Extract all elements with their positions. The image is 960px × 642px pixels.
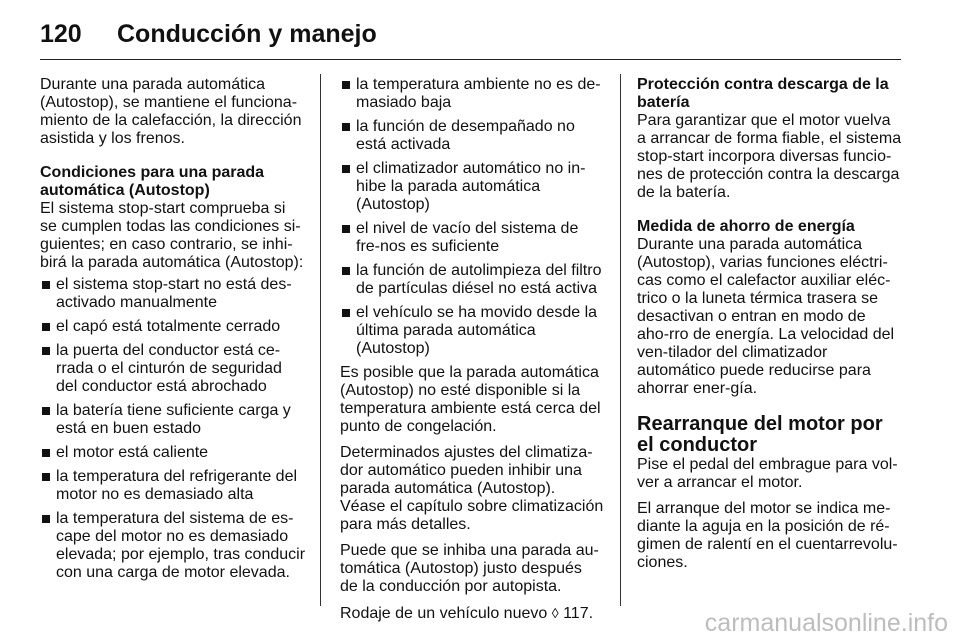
page-reference-link[interactable]: 117. [558, 605, 594, 622]
paragraph-tachometer: El arranque del motor se indica me-diante la aguja en la posición de ré-gimen de ralentí en el cuentarrevolu-ciones. [637, 500, 898, 571]
square-bullet-icon [342, 123, 350, 131]
square-bullet-icon [42, 347, 50, 355]
square-bullet-icon [42, 473, 50, 481]
section-title-energy-saving: Medida de ahorro de energía [637, 218, 855, 235]
list-item: la puerta del conductor está ce-rrada o el cinturón de seguridad del conductor está abrochado [40, 342, 306, 396]
square-bullet-icon [342, 81, 350, 89]
square-bullet-icon [42, 323, 50, 331]
paragraph-running-in: Rodaje de un vehículo nuevo ◊ 117. [340, 605, 594, 622]
list-item: la función de autolimpieza del filtro de partículas diésel no está activa [340, 262, 604, 298]
square-bullet-icon [342, 165, 350, 173]
column-3 [637, 76, 902, 580]
paragraph-climate-settings: Determinados ajustes del climatiza-dor automático pueden inhibir una parada automática (Autostop). Véase el capítulo sobre climatización para más detalles. [340, 444, 604, 533]
section-text-energy-saving: Durante una parada automática (Autostop), varias funciones eléctri-cas como el calefactor auxiliar eléc-trico o la luneta térmica trasera se desactivan o entran en modo de aho-rro de energía. La velocidad del ven-tilador del climatizador automático puede reducirse para ahorrar ener-gía. [637, 236, 895, 397]
list-item: la batería tiene suficiente carga y está en buen estado [40, 402, 306, 438]
paragraph-clutch: Pise el pedal del embrague para vol-ver a arrancar el motor. [637, 456, 898, 491]
section-title-autostop-conditions: Condiciones para una parada automática (Autostop) [40, 164, 265, 199]
conditions-list-1 [40, 276, 306, 582]
list-item: la temperatura del refrigerante del motor no es demasiado alta [40, 468, 306, 504]
column-divider-2 [620, 74, 621, 606]
section-title-battery-protection: Protección contra descarga de la batería [637, 76, 889, 111]
heading-driver-restart: Rearranque del motor por el conductor [637, 413, 883, 456]
watermark: carmanualsonline.info [704, 609, 948, 637]
list-item: el capó está totalmente cerrado [40, 318, 306, 336]
list-item: la temperatura ambiente no es de-masiado baja [340, 76, 604, 112]
list-item: la función de desempañado no está activada [340, 118, 604, 154]
list-item: el sistema stop-start no está des-activado manualmente [40, 276, 306, 312]
column-1 [40, 76, 306, 588]
page-reference-icon: ◊ [551, 605, 559, 621]
section-text-battery-protection: Para garantizar que el motor vuelva a arrancar de forma fiable, el sistema stop-start incorpora diversas funcio-nes de protección contra la descarga de la batería. [637, 112, 902, 201]
square-bullet-icon [342, 225, 350, 233]
header-divider [40, 59, 901, 60]
list-item: el climatizador automático no in-hibe la parada automática (Autostop) [340, 160, 604, 214]
page-header [40, 14, 920, 54]
square-bullet-icon [42, 515, 50, 523]
square-bullet-icon [42, 449, 50, 457]
column-divider-1 [320, 74, 321, 606]
page-number: 120 [40, 19, 82, 48]
section-text-autostop-conditions: El sistema stop-start comprueba si se cumplen todas las condiciones si-guientes; en caso contrario, se inhi-birá la parada automática (Autostop): [40, 200, 304, 271]
square-bullet-icon [42, 281, 50, 289]
paragraph-freezing: Es posible que la parada automática (Autostop) no esté disponible si la temperatura ambiente está cerca del punto de congelación. [340, 364, 601, 435]
list-item: el vehículo se ha movido desde la última parada automática (Autostop) [340, 304, 604, 358]
square-bullet-icon [342, 267, 350, 275]
list-item: el nivel de vacío del sistema de fre-nos es suficiente [340, 220, 604, 256]
intro-paragraph: Durante una parada automática (Autostop), se mantiene el funciona-miento de la calefacción, la dirección asistida y los frenos. [40, 76, 302, 147]
square-bullet-icon [342, 309, 350, 317]
page-title: Conducción y manejo [117, 19, 377, 48]
paragraph-highway: Puede que se inhiba una parada au-tomática (Autostop) justo después de la conducción por autopista. [340, 542, 599, 595]
list-item: la temperatura del sistema de es-cape del motor no es demasiado elevada; por ejemplo, tras conducir con una carga de motor elevada. [40, 510, 306, 582]
list-item: el motor está caliente [40, 444, 306, 462]
square-bullet-icon [42, 407, 50, 415]
column-2 [340, 76, 604, 631]
conditions-list-2 [340, 76, 604, 358]
